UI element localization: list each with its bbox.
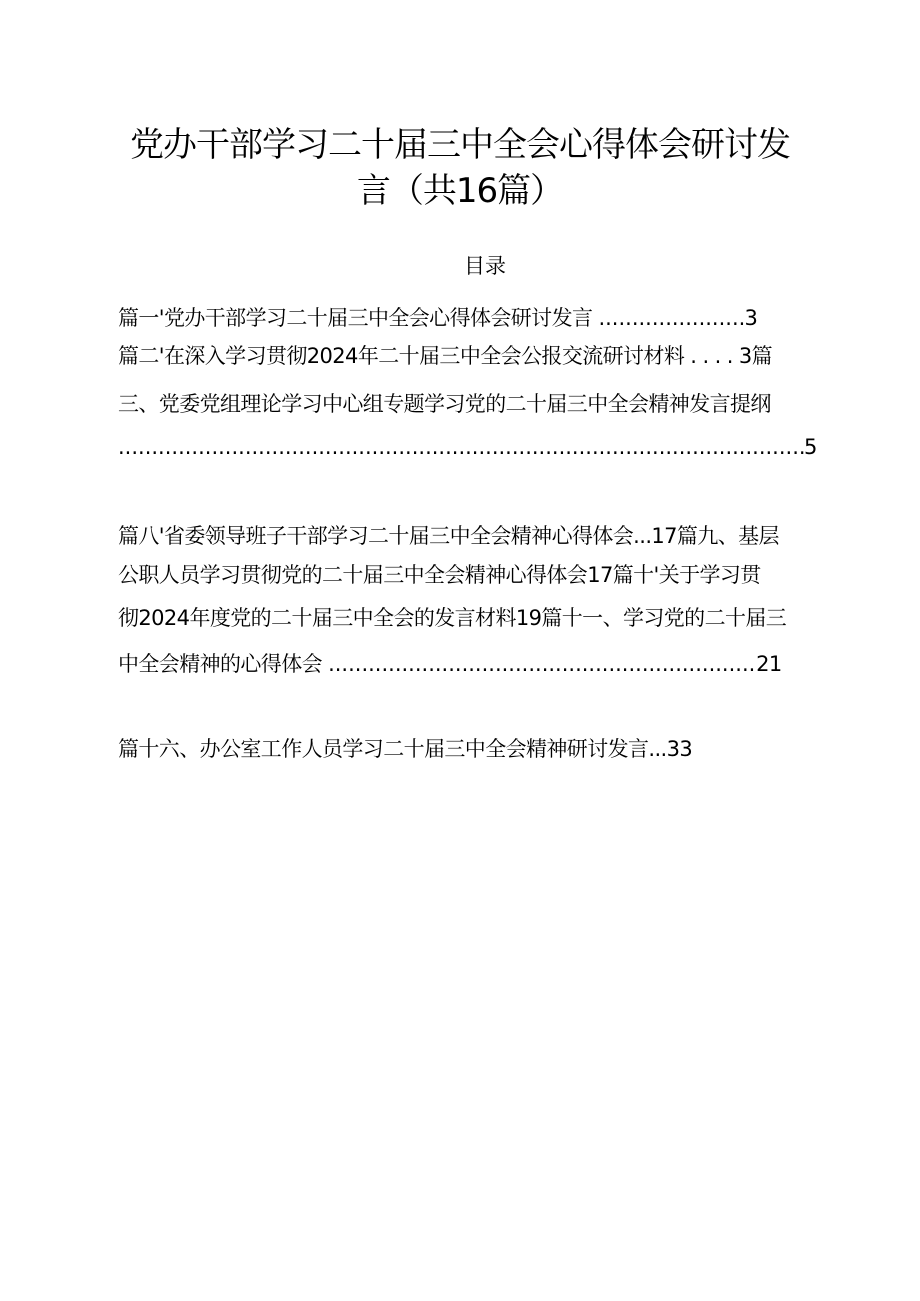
document-title-line-2: 言（共16篇） xyxy=(356,171,564,211)
toc-entry xyxy=(118,390,771,418)
toc-leader-dots xyxy=(118,433,804,461)
toc-entry-text: 中全会精神的心得体会 xyxy=(118,652,322,676)
toc-entry xyxy=(118,561,761,589)
document-title-line-1: 党办干部学习二十届三中全会心得体会研讨发 xyxy=(130,125,790,165)
toc-heading: 目录 xyxy=(464,254,506,278)
toc-entry-page: 21 xyxy=(756,652,782,676)
toc-entry xyxy=(118,604,786,632)
toc-entry xyxy=(118,433,817,461)
toc-entry xyxy=(118,735,692,763)
toc-entry-text: 篇十六、办公室工作人员学习二十届三中全会精神研讨发言...33 xyxy=(118,737,693,761)
toc-entry xyxy=(118,522,779,550)
toc-leader-dots xyxy=(328,650,756,678)
toc-leader-dots: . . . . xyxy=(684,344,739,368)
toc-entry-page: 3篇 xyxy=(738,344,773,368)
toc-leader-dots xyxy=(598,304,744,332)
toc-entry-text: 篇八'省委领导班子干部学习二十届三中全会精神心得体会...17篇九、基层 xyxy=(118,524,779,548)
toc-entry xyxy=(118,650,782,678)
toc-entry xyxy=(118,304,757,332)
toc-entry-text: 彻2024年度党的二十届三中全会的发言材料19篇十一、学习党的二十届三 xyxy=(118,606,787,630)
toc-entry-text: 篇一'党办干部学习二十届三中全会心得体会研讨发言 xyxy=(118,306,593,330)
toc-entry-page: 3 xyxy=(744,306,758,330)
toc-entry-text: 篇二'在深入学习贯彻2024年二十届三中全会公报交流研讨材料 xyxy=(118,344,685,368)
toc-entry xyxy=(118,342,772,370)
toc-entry-page: 5 xyxy=(804,435,817,459)
toc-entry-text: 三、党委党组理论学习中心组专题学习党的二十届三中全会精神发言提纲 xyxy=(118,392,771,416)
toc-entry-text: 公职人员学习贯彻党的二十届三中全会精神心得体会17篇十'关于学习贯 xyxy=(118,563,761,587)
